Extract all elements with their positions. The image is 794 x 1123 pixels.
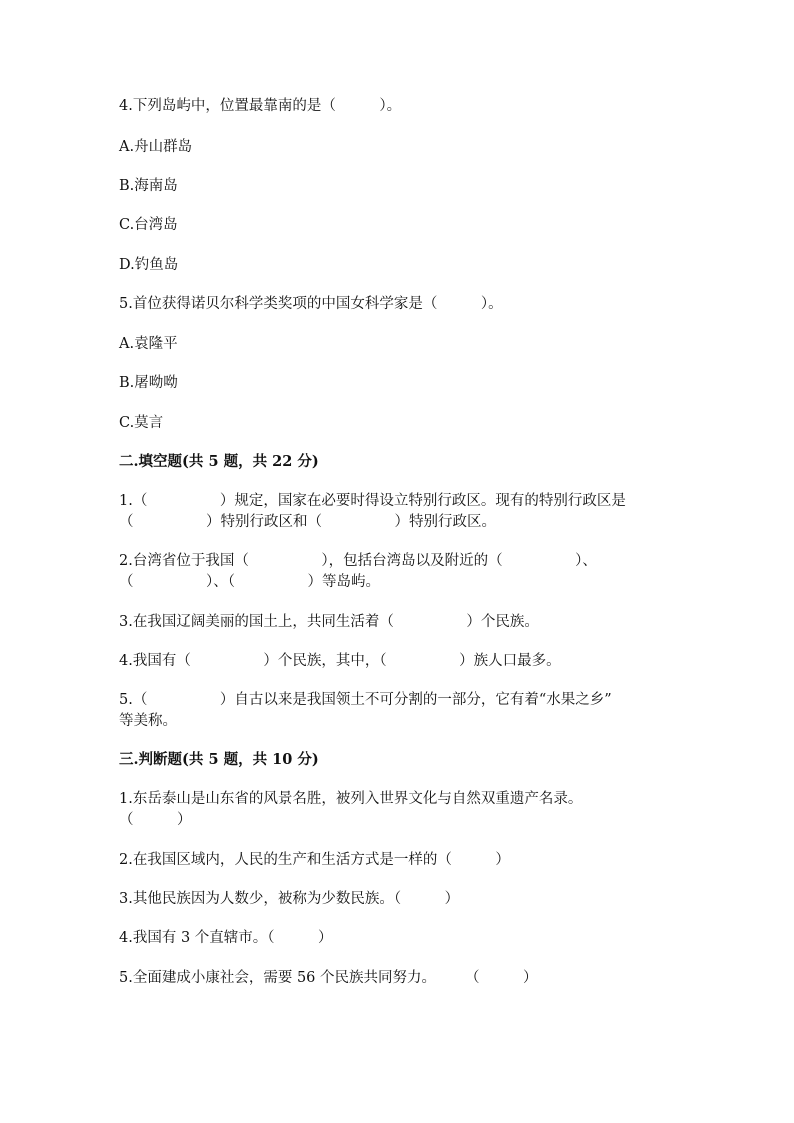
question-4-option-c: C.台湾岛 — [119, 217, 178, 233]
judge-question-1-line1: 1.东岳泰山是山东省的风景名胜，被列入世界文化与自然双重遗产名录。 — [119, 791, 583, 807]
question-5-stem: 5.首位获得诺贝尔科学类奖项的中国女科学家是（ ）。 — [119, 296, 503, 312]
question-4-option-d: D.钓鱼岛 — [119, 257, 179, 273]
judge-question-5: 5.全面建成小康社会，需要 56 个民族共同努力。 （ ） — [119, 970, 538, 986]
fill-question-2-line1: 2.台湾省位于我国（ ），包括台湾岛以及附近的（ ）、 — [119, 553, 597, 569]
fill-question-2-line2: （ ）、（ ）等岛屿。 — [119, 574, 380, 590]
fill-question-3: 3.在我国辽阔美丽的国土上，共同生活着（ ）个民族。 — [119, 614, 539, 630]
judge-question-2: 2.在我国区域内，人民的生产和生活方式是一样的（ ） — [119, 852, 510, 868]
judge-question-4: 4.我国有 3 个直辖市。（ ） — [119, 930, 333, 946]
question-5-option-a: A.袁隆平 — [119, 336, 178, 352]
question-4-option-b: B.海南岛 — [119, 178, 178, 194]
fill-question-1-line2: （ ）特别行政区和（ ）特别行政区。 — [119, 514, 496, 530]
fill-question-1-line1: 1.（ ）规定，国家在必要时得设立特别行政区。现有的特别行政区是 — [119, 493, 626, 509]
judge-question-1-line2: （ ） — [119, 812, 192, 828]
section-fill-heading: 二.填空题(共 5 题，共 22 分) — [119, 453, 319, 470]
judge-question-3: 3.其他民族因为人数少，被称为少数民族。（ ） — [119, 891, 460, 907]
fill-question-5-line2: 等美称。 — [119, 713, 177, 729]
fill-question-5-line1: 5.（ ）自古以来是我国领土不可分割的一部分，它有着“水果之乡” — [119, 692, 612, 708]
question-5-option-c: C.莫言 — [119, 415, 164, 431]
fill-question-4: 4.我国有（ ）个民族，其中，（ ）族人口最多。 — [119, 653, 561, 669]
section-judge-heading: 三.判断题(共 5 题，共 10 分) — [119, 751, 319, 768]
question-5-option-b: B.屠呦呦 — [119, 375, 178, 391]
question-4-stem: 4.下列岛屿中，位置最靠南的是（ ）。 — [119, 98, 402, 114]
question-4-option-a: A.舟山群岛 — [119, 139, 193, 155]
